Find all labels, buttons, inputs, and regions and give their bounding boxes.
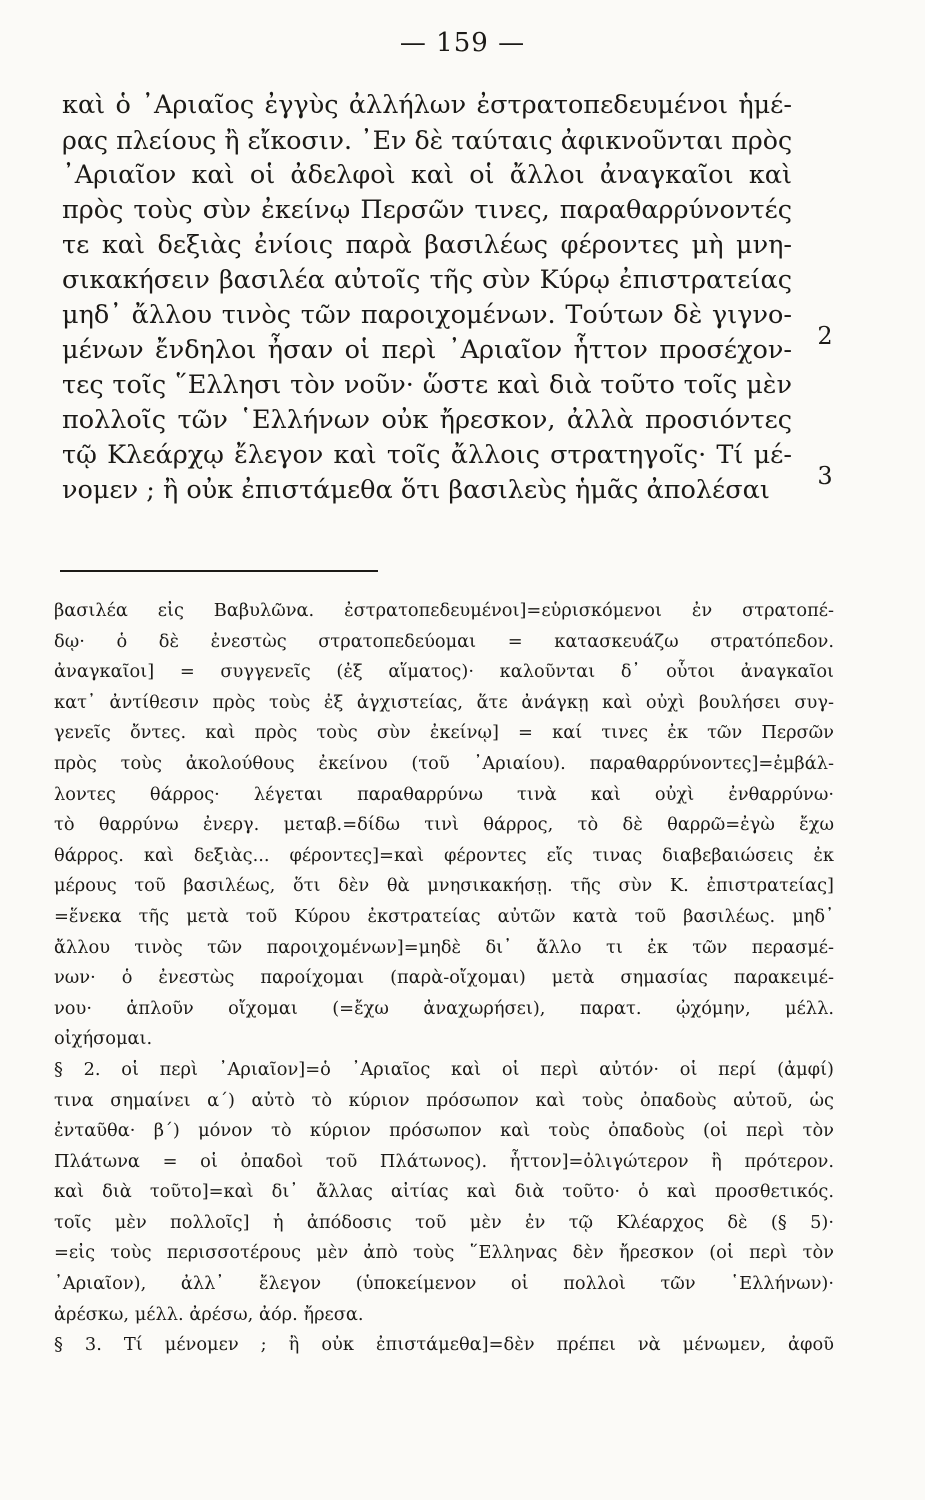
main-text-line: ᾿Αριαῖον καὶ οἱ ἀδελφοὶ καὶ οἱ ἄλλοι ἀναγκαῖοι καὶ — [62, 160, 792, 190]
commentary-line: βασιλέα εἰς Βαβυλῶνα. ἐστρατοπεδευμένοι]=εὑρισκόμενοι ἐν στρατοπέ- — [54, 600, 834, 621]
commentary-line: δῳ· ὁ δὲ ἐνεστὼς στρατοπεδεύομαι = κατασκευάζω στρατόπεδον. — [54, 630, 834, 652]
commentary-line: λοντες θάρρος· λέγεται παραθαρρύνω τινὰ καὶ οὐχὶ ἐνθαρρύνω· — [54, 783, 834, 805]
main-text-line: μηδ᾿ ἄλλου τινὸς τῶν παροιχομένων. Τούτων δὲ γιγνο- — [62, 300, 792, 330]
commentary-line: § 3. Τί μένομεν ; ἢ οὐκ ἐπιστάμεθα]=δὲν πρέπει νὰ μένωμεν, ἀφοῦ — [54, 1334, 834, 1356]
commentary-line: Πλάτωνα = οἱ ὀπαδοὶ τοῦ Πλάτωνος). ἧττον]=ὀλιγώτερον ἢ πρότερον. — [54, 1150, 834, 1172]
main-text-line: ρας πλείους ἢ εἴκοσιν. ᾿Εν δὲ ταύταις ἀφικνοῦνται πρὸς — [62, 126, 793, 155]
commentary-line: τινα σημαίνει α´) αὐτὸ τὸ κύριον πρόσωπον καὶ τοὺς ὀπαδοὺς αὐτοῦ, ὡς — [54, 1089, 834, 1111]
main-text-line: πολλοῖς τῶν ῾Ελλήνων οὐκ ἤρεσκον, ἀλλὰ προσιόντες — [62, 405, 792, 435]
commentary-line: § 2. οἱ περὶ ᾿Αριαῖον]=ὁ ᾿Αριαῖος καὶ οἱ περὶ αὐτόν· οἱ περί (ἀμφί) — [54, 1058, 834, 1080]
commentary-line: καὶ διὰ τοῦτο]=καὶ δι᾿ ἄλλας αἰτίας καὶ διὰ τοῦτο· ὁ καὶ προσθετικός. — [54, 1181, 834, 1203]
commentary-line: τὸ θαρρύνω ἐνεργ. μεταβ.=δίδω τινὶ θάρρος, τὸ δὲ θαρρῶ=ἐγὼ ἔχω — [54, 814, 834, 836]
commentary-line: νων· ὁ ἐνεστὼς παροίχομαι (παρὰ-οἴχομαι) μετὰ σημασίας παρακειμέ- — [54, 967, 834, 989]
main-text-line: μένων ἔνδηλοι ἦσαν οἱ περὶ ᾿Αριαῖον ἧττον προσέχον- — [62, 335, 792, 365]
commentary-notes — [54, 596, 834, 1361]
commentary-line: γενεῖς ὄντες. καὶ πρὸς τοὺς σὺν ἐκείνῳ] = καί τινες ἐκ τῶν Περσῶν — [54, 722, 834, 744]
margin-section-number: 3 — [817, 462, 833, 490]
main-text-line: πρὸς τοὺς σὺν ἐκείνῳ Περσῶν τινες, παραθαρρύνοντές — [62, 195, 792, 225]
commentary-line: ἐνταῦθα· β´) μόνον τὸ κύριον πρόσωπον καὶ τοὺς ὀπαδοὺς (οἱ περὶ τὸν — [54, 1120, 834, 1142]
page-number: — 159 — — [399, 28, 526, 58]
main-text-line: καὶ ὁ ᾿Αριαῖος ἐγγὺς ἀλλήλων ἐστρατοπεδευμένοι ἡμέ- — [62, 90, 792, 120]
commentary-line: νου· ἁπλοῦν οἴχομαι (=ἔχω ἀναχωρήσει), παρατ. ᾠχόμην, μέλλ. — [54, 997, 834, 1019]
commentary-line: ἀναγκαῖοι] = συγγενεῖς (ἐξ αἵματος)· καλοῦνται δ᾿ οὗτοι ἀναγκαῖοι — [54, 661, 834, 683]
main-text-line: νομεν ; ἢ οὐκ ἐπιστάμεθα ὅτι βασιλεὺς ἡμᾶς ἀπολέσαι — [62, 475, 770, 505]
commentary-line: ᾿Αριαῖον), ἀλλ᾿ ἔλεγον (ὑποκείμενον οἱ πολλοὶ τῶν ῾Ελλήνων)· — [54, 1273, 834, 1295]
commentary-line: κατ᾿ ἀντίθεσιν πρὸς τοὺς ἐξ ἀγχιστείας, ἅτε ἀνάγκῃ καὶ οὐχὶ βουλήσει συγ- — [54, 691, 834, 713]
main-text-line: τε καὶ δεξιὰς ἐνίοις παρὰ βασιλέως φέροντες μὴ μνη- — [62, 230, 792, 260]
main-text — [62, 88, 792, 508]
commentary-line: θάρρος. καὶ δεξιὰς... φέροντες]=καὶ φέροντες εἴς τινας διαβεβαιώσεις ἐκ — [54, 844, 834, 866]
main-text-line: τες τοῖς ῞Ελλησι τὸν νοῦν· ὥστε καὶ διὰ τοῦτο τοῖς μὲν — [62, 370, 792, 400]
commentary-line: =ἕνεκα τῆς μετὰ τοῦ Κύρου ἐκστρατείας αὐτῶν κατὰ τοῦ βασιλέως. μηδ᾿ — [54, 905, 834, 927]
commentary-line: =εἰς τοὺς περισσοτέρους μὲν ἀπὸ τοὺς ῞Ελληνας δὲν ἤρεσκον (οἱ περὶ τὸν — [54, 1242, 834, 1264]
main-text-line: σικακήσειν βασιλέα αὐτοῖς τῆς σὺν Κύρῳ ἐπιστρατείας — [62, 265, 792, 295]
commentary-line: ἄλλου τινὸς τῶν παροιχομένων]=μηδὲ δι᾿ ἄλλο τι ἐκ τῶν περασμέ- — [54, 936, 834, 958]
commentary-line: τοῖς μὲν πολλοῖς] ἡ ἀπόδοσις τοῦ μὲν ἐν τῷ Κλέαρχος δὲ (§ 5)· — [54, 1211, 834, 1233]
commentary-line: πρὸς τοὺς ἀκολούθους ἐκείνου (τοῦ ᾿Αριαίου). παραθαρρύνοντες]=ἐμβάλ- — [54, 752, 834, 774]
footnote-separator-rule — [60, 570, 378, 572]
commentary-line: ἀρέσκω, μέλλ. ἀρέσω, ἀόρ. ἤρεσα. — [54, 1303, 364, 1325]
commentary-line: μέρους τοῦ βασιλέως, ὅτι δὲν θὰ μνησικακήσῃ. τῆς σὺν Κ. ἐπιστρατείας] — [54, 875, 834, 897]
commentary-line: οἰχήσομαι. — [54, 1028, 153, 1050]
main-text-line: τῷ Κλεάρχῳ ἔλεγον καὶ τοῖς ἄλλοις στρατηγοῖς· Τί μέ- — [62, 440, 792, 470]
margin-section-number: 2 — [817, 322, 833, 350]
